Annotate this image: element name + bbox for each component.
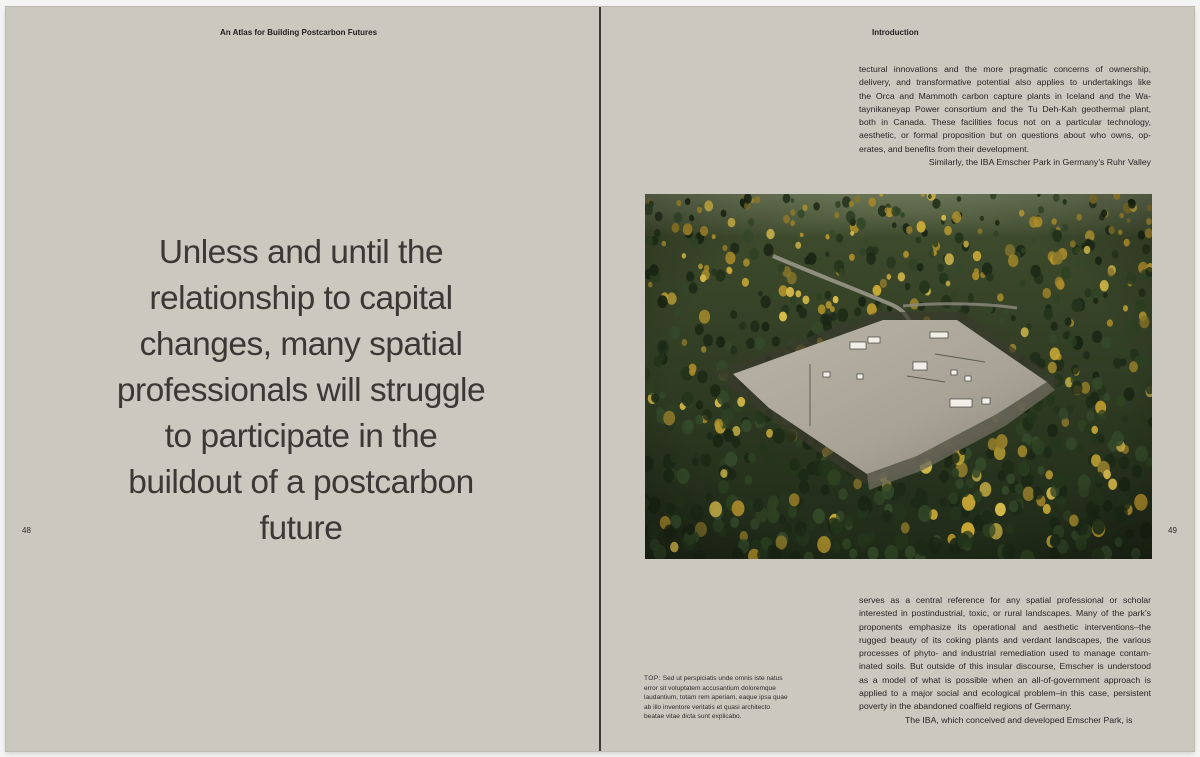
body-line: aesthetic, or formal proposition but on questions about who owns, op-: [859, 130, 1151, 141]
caption-line: laudantium, totam rem aperiam, eaque ipsa quae: [644, 694, 788, 702]
body-line: interested in postindustrial, toxic, or rural landscapes. Many of the park’s: [859, 608, 1151, 619]
body-line: tectural innovations and the more pragmatic concerns of ownership,: [859, 64, 1151, 74]
page-number-left: 48: [22, 526, 31, 535]
aerial-photo: [645, 194, 1152, 559]
gutter-line: [599, 7, 601, 751]
body-line: Similarly, the IBA Emscher Park in Germany’s Ruhr Valley: [928, 157, 1151, 168]
body-line: taynikaneyap Power consortium and the Tu Deh-Kah geothermal plant,: [859, 103, 1151, 114]
caption-line: error sit voluptatem accusantium doloremque: [644, 684, 776, 692]
pull-quote-line: professionals will struggle: [116, 372, 486, 409]
pull-quote-line: changes, many spatial: [139, 326, 463, 363]
body-line: applied to a major social and ecological problem–in this case, persistent: [859, 688, 1151, 699]
body-line: serves as a central reference for any spatial professional or scholar: [859, 595, 1151, 605]
running-head-right: Introduction: [872, 28, 919, 37]
pull-quote-line: to participate in the: [164, 418, 438, 455]
pull-quote-line: future: [259, 510, 343, 547]
body-line: processes of phyto- and industrial remediation used to manage contam-: [859, 648, 1151, 659]
caption-line: ab illo inventore veritatis et quasi architecto: [644, 703, 771, 711]
body-text-top: [859, 63, 1151, 169]
pull-quote-line: Unless and until the: [158, 234, 444, 271]
pull-quote-line: relationship to capital: [149, 280, 453, 317]
body-line: poverty in the abandoned coalfield regions of Germany.: [859, 701, 1072, 712]
caption-line: beatae vitae dicta sunt explicabo.: [644, 713, 742, 721]
body-line: The IBA, which conceived and developed Emscher Park, is: [905, 714, 1133, 725]
pull-quote-line: buildout of a postcarbon: [128, 464, 474, 501]
body-line: inated soils. But outside of this insular discourse, Emscher is understood: [859, 661, 1151, 672]
body-line: the Orca and Mammoth carbon capture plants in Iceland and the Wa-: [859, 90, 1151, 101]
page-number-right: 49: [1168, 526, 1177, 535]
body-line: proponents emphasize its operational and aesthetic interventions–the: [859, 621, 1151, 632]
body-line: both in Canada. These facilities focus not on a particular technology,: [859, 117, 1151, 128]
caption-line: Sed ut perspiciatis unde omnis iste natus: [662, 675, 783, 682]
body-line: erates, and benefits from their development.: [859, 143, 1029, 154]
body-line: as a model of what is possible when an all-of-government approach is: [859, 674, 1151, 685]
photo-caption: [644, 674, 810, 722]
pull-quote: [78, 230, 524, 552]
caption-label: TOP:: [644, 675, 661, 682]
body-line: rugged beauty of its coking plants and verdant landscapes, the various: [859, 634, 1151, 645]
running-head-left: An Atlas for Building Postcarbon Futures: [220, 28, 378, 37]
body-line: delivery, and transformative potential also applies to undertakings like: [859, 77, 1151, 88]
body-text-bottom: [859, 594, 1151, 727]
book-spread: [6, 7, 1194, 751]
